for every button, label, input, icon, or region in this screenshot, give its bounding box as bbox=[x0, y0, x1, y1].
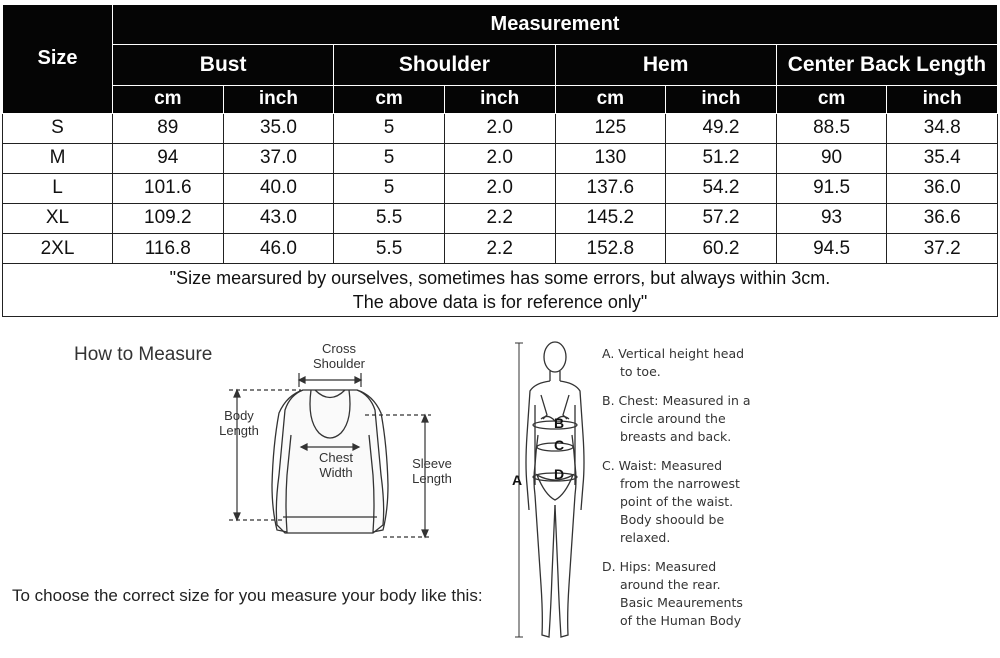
table-row bbox=[3, 113, 998, 143]
footnote-line: The above data is for reference only" bbox=[352, 292, 648, 313]
table-cell: 2.0 bbox=[444, 143, 555, 173]
cross-shoulder-label-line: Shoulder bbox=[312, 356, 366, 371]
sleeve-length-label-line: Length bbox=[412, 471, 452, 486]
table-cell: 94.5 bbox=[776, 234, 887, 264]
legend-item bbox=[602, 457, 782, 547]
table-cell: 54.2 bbox=[666, 173, 777, 203]
group-header-bust: Bust bbox=[113, 45, 334, 85]
chest-width-label bbox=[310, 450, 362, 480]
size-label-cell: XL bbox=[3, 203, 113, 233]
figure-letter-b: B bbox=[554, 415, 565, 431]
legend-line: around the rear. bbox=[620, 577, 721, 592]
legend-line: to toe. bbox=[620, 364, 661, 379]
legend-line: A. Vertical height head bbox=[602, 346, 745, 361]
size-label-cell: 2XL bbox=[3, 234, 113, 264]
table-cell: 152.8 bbox=[555, 234, 666, 264]
legend-item bbox=[602, 392, 782, 446]
figure-letter-d: D bbox=[554, 466, 565, 482]
table-cell: 36.6 bbox=[887, 203, 998, 233]
table-cell: 90 bbox=[776, 143, 887, 173]
body-length-label-line: Body bbox=[224, 408, 254, 423]
table-cell: 93 bbox=[776, 203, 887, 233]
size-label-cell: M bbox=[3, 143, 113, 173]
body-length-label-line: Length bbox=[219, 423, 259, 438]
table-cell: 5.5 bbox=[334, 234, 445, 264]
table-cell: 34.8 bbox=[887, 113, 998, 143]
legend-line: B. Chest: Measured in a bbox=[602, 393, 751, 408]
chest-width-label-line: Width bbox=[319, 465, 353, 480]
legend-line: circle around the bbox=[620, 411, 726, 426]
table-cell: 37.2 bbox=[887, 234, 998, 264]
table-cell: 2.0 bbox=[444, 173, 555, 203]
table-cell: 37.0 bbox=[223, 143, 334, 173]
choose-size-instruction: To choose the correct size for you measure your body like this: bbox=[12, 586, 483, 605]
table-row bbox=[3, 203, 998, 233]
footnote-line: "Size mearsured by ourselves, sometimes has some errors, but always within 3cm. bbox=[169, 268, 831, 289]
legend-item bbox=[602, 558, 782, 630]
group-header-hem: Hem bbox=[555, 45, 776, 85]
measurement-header: Measurement bbox=[113, 5, 998, 45]
how-to-measure-title: How to Measure bbox=[74, 344, 213, 365]
table-cell: 51.2 bbox=[666, 143, 777, 173]
table-cell: 91.5 bbox=[776, 173, 887, 203]
table-cell: 2.0 bbox=[444, 113, 555, 143]
table-cell: 109.2 bbox=[113, 203, 224, 233]
table-cell: 35.0 bbox=[223, 113, 334, 143]
table-cell: 88.5 bbox=[776, 113, 887, 143]
table-cell: 125 bbox=[555, 113, 666, 143]
body-length-label bbox=[214, 408, 264, 438]
group-header-shoulder: Shoulder bbox=[334, 45, 555, 85]
table-cell: 89 bbox=[113, 113, 224, 143]
legend-line: Basic Meaurements bbox=[620, 595, 743, 610]
unit-header: inch bbox=[887, 85, 998, 113]
unit-header: inch bbox=[666, 85, 777, 113]
table-cell: 46.0 bbox=[223, 234, 334, 264]
table-cell: 43.0 bbox=[223, 203, 334, 233]
unit-header: cm bbox=[113, 85, 224, 113]
legend-line: from the narrowest bbox=[620, 476, 740, 491]
table-cell: 5 bbox=[334, 173, 445, 203]
size-chart-table bbox=[2, 4, 998, 317]
table-cell: 5 bbox=[334, 113, 445, 143]
table-cell: 2.2 bbox=[444, 234, 555, 264]
legend-line: D. Hips: Measured bbox=[602, 559, 717, 574]
table-cell: 101.6 bbox=[113, 173, 224, 203]
cross-shoulder-label-line: Cross bbox=[322, 341, 356, 356]
chest-width-label-line: Chest bbox=[319, 450, 353, 465]
legend-line: of the Human Body bbox=[620, 613, 742, 628]
table-footnote bbox=[3, 264, 998, 317]
size-label-cell: L bbox=[3, 173, 113, 203]
table-row bbox=[3, 173, 998, 203]
sleeve-length-label bbox=[402, 456, 462, 486]
legend-line: breasts and back. bbox=[620, 429, 732, 444]
legend-line: relaxed. bbox=[620, 530, 671, 545]
size-label-cell: S bbox=[3, 113, 113, 143]
table-cell: 60.2 bbox=[666, 234, 777, 264]
table-cell: 40.0 bbox=[223, 173, 334, 203]
body-measurement-figure bbox=[505, 335, 605, 655]
table-cell: 35.4 bbox=[887, 143, 998, 173]
unit-header: inch bbox=[223, 85, 334, 113]
body-measurement-legend bbox=[602, 345, 782, 641]
figure-letter-a: A bbox=[512, 472, 523, 488]
unit-header: cm bbox=[334, 85, 445, 113]
table-cell: 5.5 bbox=[334, 203, 445, 233]
group-header-center-back-length: Center Back Length bbox=[776, 45, 997, 85]
size-header: Size bbox=[3, 5, 113, 114]
legend-line: C. Waist: Measured bbox=[602, 458, 723, 473]
table-cell: 116.8 bbox=[113, 234, 224, 264]
table-cell: 137.6 bbox=[555, 173, 666, 203]
figure-letter-c: C bbox=[554, 437, 565, 453]
table-cell: 49.2 bbox=[666, 113, 777, 143]
unit-header: cm bbox=[555, 85, 666, 113]
table-cell: 57.2 bbox=[666, 203, 777, 233]
sleeve-length-label-line: Sleeve bbox=[412, 456, 452, 471]
legend-line: Body shoould be bbox=[620, 512, 725, 527]
table-row bbox=[3, 234, 998, 264]
unit-header: inch bbox=[444, 85, 555, 113]
table-cell: 5 bbox=[334, 143, 445, 173]
unit-header: cm bbox=[776, 85, 887, 113]
table-cell: 145.2 bbox=[555, 203, 666, 233]
legend-item bbox=[602, 345, 782, 381]
table-cell: 94 bbox=[113, 143, 224, 173]
table-cell: 2.2 bbox=[444, 203, 555, 233]
table-row bbox=[3, 143, 998, 173]
table-cell: 130 bbox=[555, 143, 666, 173]
cross-shoulder-label bbox=[303, 341, 375, 371]
legend-line: point of the waist. bbox=[620, 494, 734, 509]
table-cell: 36.0 bbox=[887, 173, 998, 203]
